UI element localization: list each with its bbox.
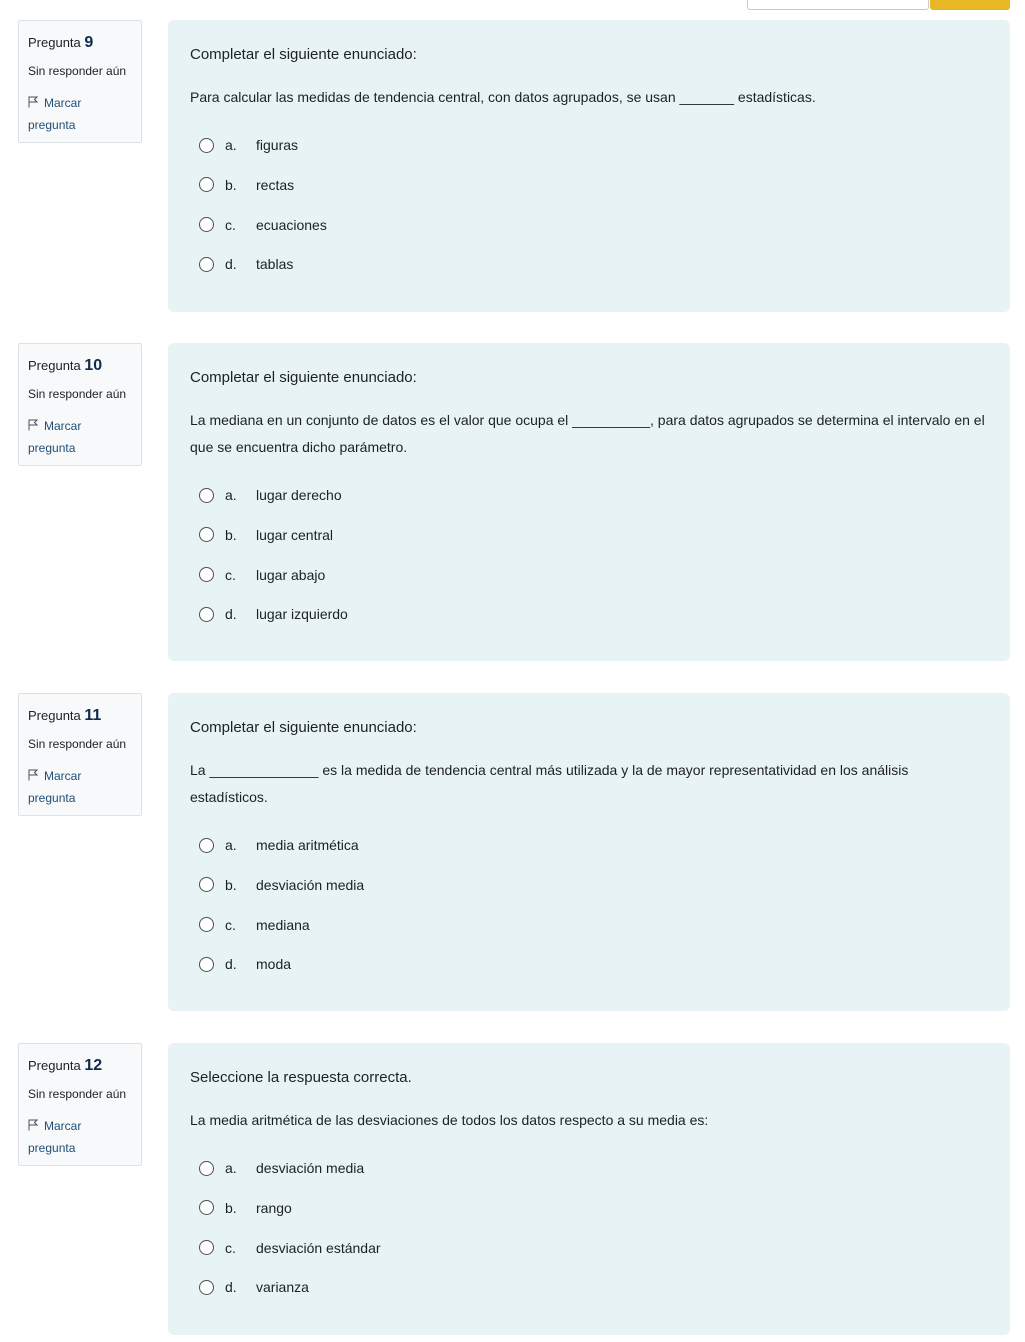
answer-option-d[interactable] xyxy=(190,1277,988,1297)
answer-option-d[interactable] xyxy=(190,254,988,274)
radio-button[interactable] xyxy=(199,138,214,153)
answer-options xyxy=(190,485,988,624)
question-text: La media aritmética de las desviaciones de todos los datos respecto a su media es: xyxy=(190,1112,709,1128)
option-text[interactable]: rango xyxy=(256,1199,292,1216)
radio-button[interactable] xyxy=(199,257,214,272)
question-label: Pregunta xyxy=(28,1058,81,1073)
question-info xyxy=(18,693,142,816)
question-content xyxy=(168,20,1010,312)
option-letter: d. xyxy=(225,256,237,273)
radio-button[interactable] xyxy=(199,1240,214,1255)
question-state: Sin responder aún xyxy=(28,1087,127,1101)
option-letter: c. xyxy=(225,916,236,933)
option-text[interactable]: tablas xyxy=(256,256,294,273)
question-number xyxy=(28,34,132,52)
flag-label-line2: pregunta xyxy=(28,118,76,132)
answer-option-b[interactable] xyxy=(190,175,988,195)
top-action-button[interactable] xyxy=(930,0,1010,10)
question-state: Sin responder aún xyxy=(28,387,127,401)
answer-option-c[interactable] xyxy=(190,215,988,235)
flag-label-line1: Marcar xyxy=(44,419,82,433)
question-state: Sin responder aún xyxy=(28,737,127,751)
answer-option-a[interactable] xyxy=(190,835,988,855)
question-text: Para calcular las medidas de tendencia central, con datos agrupados, se usan _______ estadísticas. xyxy=(190,89,816,105)
option-text[interactable]: figuras xyxy=(256,137,299,153)
radio-button[interactable] xyxy=(199,217,214,232)
radio-button[interactable] xyxy=(199,567,214,582)
question-number xyxy=(28,1057,132,1075)
radio-button[interactable] xyxy=(199,877,214,892)
option-text[interactable]: moda xyxy=(256,956,292,973)
top-text-field[interactable] xyxy=(747,0,929,10)
question-10 xyxy=(18,343,1010,635)
option-letter: a. xyxy=(225,837,237,853)
question-title: Completar el siguiente enunciado: xyxy=(190,46,417,63)
flag-label-line2: pregunta xyxy=(28,791,76,805)
answer-option-a[interactable] xyxy=(190,485,988,505)
option-letter: b. xyxy=(225,876,237,893)
answer-option-b[interactable] xyxy=(190,1198,988,1218)
option-letter: d. xyxy=(225,956,237,973)
option-letter: d. xyxy=(225,1279,237,1296)
option-letter: a. xyxy=(225,487,237,503)
radio-button[interactable] xyxy=(199,1200,214,1215)
radio-button[interactable] xyxy=(199,488,214,503)
radio-button[interactable] xyxy=(199,1280,214,1295)
question-label: Pregunta xyxy=(28,35,81,50)
flag-icon xyxy=(28,96,38,108)
option-text[interactable]: lugar izquierdo xyxy=(256,606,348,623)
question-title: Seleccione la respuesta correcta. xyxy=(190,1069,412,1086)
option-letter: d. xyxy=(225,606,237,623)
flag-label-line1: Marcar xyxy=(44,769,82,783)
question-info xyxy=(18,20,142,143)
option-text[interactable]: lugar central xyxy=(256,526,334,543)
radio-button[interactable] xyxy=(199,607,214,622)
question-number xyxy=(28,357,132,375)
flag-question-link[interactable] xyxy=(28,92,132,136)
flag-question-link[interactable] xyxy=(28,415,132,459)
question-title: Completar el siguiente enunciado: xyxy=(190,719,417,736)
radio-button[interactable] xyxy=(199,1161,214,1176)
option-letter: b. xyxy=(225,1199,237,1216)
question-number-value: 9 xyxy=(84,34,94,51)
question-content xyxy=(168,693,1010,1011)
option-text[interactable]: desviación estándar xyxy=(256,1239,381,1256)
question-number-value: 12 xyxy=(84,1057,103,1074)
option-letter: a. xyxy=(225,1160,237,1176)
option-letter: a. xyxy=(225,137,237,153)
answer-option-c[interactable] xyxy=(190,915,988,935)
question-9 xyxy=(18,20,1010,312)
answer-options xyxy=(190,1158,988,1297)
answer-option-c[interactable] xyxy=(190,565,988,585)
answer-option-a[interactable] xyxy=(190,1158,988,1178)
option-text[interactable]: ecuaciones xyxy=(256,216,327,233)
question-number-value: 11 xyxy=(84,707,102,724)
question-text: La mediana en un conjunto de datos es el valor que ocupa el __________, para datos agrupados se determina el intervalo en el que se encuentra dicho parámetro. xyxy=(190,412,985,455)
option-text[interactable]: mediana xyxy=(256,916,310,933)
flag-label-line2: pregunta xyxy=(28,1141,76,1155)
answer-option-c[interactable] xyxy=(190,1238,988,1258)
flag-label-line1: Marcar xyxy=(44,1119,82,1133)
question-text: La ______________ es la medida de tendencia central más utilizada y la de mayor representatividad en los análisis estadísticos. xyxy=(190,762,909,805)
flag-question-link[interactable] xyxy=(28,1115,132,1159)
answer-option-b[interactable] xyxy=(190,525,988,545)
answer-option-d[interactable] xyxy=(190,604,988,624)
option-letter: c. xyxy=(225,216,236,233)
flag-label-line2: pregunta xyxy=(28,441,76,455)
radio-button[interactable] xyxy=(199,177,214,192)
question-title: Completar el siguiente enunciado: xyxy=(190,369,417,386)
option-text[interactable]: media aritmética xyxy=(256,837,359,853)
question-content xyxy=(168,343,1010,661)
option-text[interactable]: desviación media xyxy=(256,876,365,893)
answer-option-a[interactable] xyxy=(190,135,988,155)
flag-icon xyxy=(28,419,38,431)
option-text[interactable]: varianza xyxy=(256,1279,309,1296)
option-text[interactable]: lugar derecho xyxy=(256,487,342,503)
question-content xyxy=(168,1043,1010,1335)
answer-option-d[interactable] xyxy=(190,954,988,974)
option-letter: c. xyxy=(225,1239,236,1256)
question-label: Pregunta xyxy=(28,708,81,723)
question-label: Pregunta xyxy=(28,358,81,373)
option-text[interactable]: rectas xyxy=(256,176,295,193)
flag-label-line1: Marcar xyxy=(44,96,82,110)
option-letter: c. xyxy=(225,566,236,583)
answer-option-b[interactable] xyxy=(190,875,988,895)
question-state: Sin responder aún xyxy=(28,64,127,78)
flag-question-link[interactable] xyxy=(28,765,132,809)
flag-icon xyxy=(28,769,38,781)
option-text[interactable]: lugar abajo xyxy=(256,566,326,583)
radio-button[interactable] xyxy=(199,917,214,932)
flag-icon xyxy=(28,1119,38,1131)
question-12 xyxy=(18,1043,1010,1335)
question-number-value: 10 xyxy=(84,357,103,374)
answer-options xyxy=(190,835,988,974)
radio-button[interactable] xyxy=(199,957,214,972)
radio-button[interactable] xyxy=(199,527,214,542)
option-letter: b. xyxy=(225,176,237,193)
option-text[interactable]: desviación media xyxy=(256,1160,365,1176)
question-11 xyxy=(18,693,1010,985)
question-info xyxy=(18,1043,142,1166)
radio-button[interactable] xyxy=(199,838,214,853)
option-letter: b. xyxy=(225,526,237,543)
question-info xyxy=(18,343,142,466)
question-number xyxy=(28,707,132,725)
answer-options xyxy=(190,135,988,274)
